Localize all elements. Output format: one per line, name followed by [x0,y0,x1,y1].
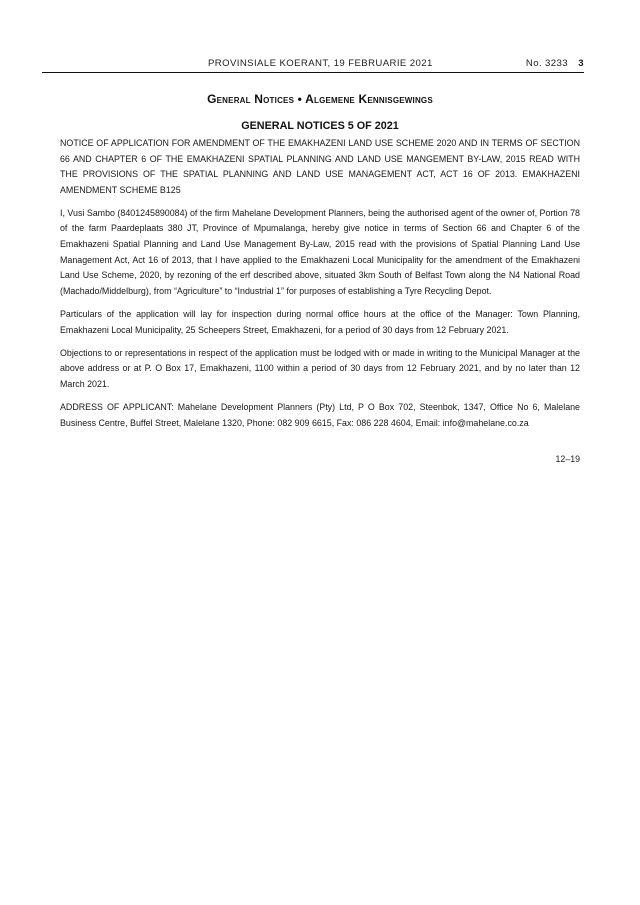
issue-number: No. 3233 [525,58,568,69]
notice-heading-paragraph: NOTICE OF APPLICATION FOR AMENDMENT OF THE EMAKHAZENI LAND USE SCHEME 2020 AND IN TERMS OF SECTION 66 AND CHAPTER 6 OF THE EMAKHAZENI SPATIAL PLANNING AND LAND USE MANGEMENT BY-LAW, 2015 READ WITH THE PROVISIONS OF THE SPATIAL PLANNING AND LAND USE MANAGEMENT ACT, ACT 16 OF 2013. EMAKHAZENI AMENDMENT SCHEME B125 [60,138,580,195]
notice-paragraph: Particulars of the application will lay for inspection during normal office hours at the office of the Manager: Town Planning, Emakhazeni Local Municipality, 25 Scheepers Street, Emakhazeni, for a period of 30 days from 12 February 2021. [60,308,580,335]
header-rule [42,72,584,73]
page-number: 3 [578,58,584,69]
notice-paragraph: Objections to or representations in respect of the application must be lodged with or made in writing to the Municipal Manager at the above address or at P. O Box 17, Emakhazeni, 1100 within a period of 30 days from 12 February 2021, and by no later than 12 March 2021. [60,347,580,389]
page-header [42,58,584,72]
notice-reference: 12–19 [555,454,580,464]
applicant-address-paragraph: ADDRESS OF APPLICANT: Mahelane Development Planners (Pty) Ltd, P O Box 702, Steenbok, 1347, Office No 6, Malelane Business Centre, Buffel Street, Malelane 1320, Phone: 082 909 6615, Fax: 086 228 4604, Email: info@mahelane.co.za [60,401,580,428]
notice-paragraph: I, Vusi Sambo (8401245890084) of the firm Mahelane Development Planners, being the authorised agent of the owner of, Portion 78 of the farm Paardeplaats 380 JT, Province of Mpumalanga, hereby give notice in terms of Section 66 and Chapter 6 of the Emakhazeni Spatial Planning and Land Use Management By-Law, 2015 read with the provisions of Spatial Planning Land Use Management Act, Act 16 of 2013, that I have applied to the Emakhazeni Local Municipality for the amendment of the Emakhazeni Land Use Scheme, 2020, by rezoning of the erf described above, situated 3km South of Belfast Town along the N4 National Road (Machado/Middelburg), from “Agriculture” to “Industrial 1” for purposes of establishing a Tyre Recycling Depot. [60,207,580,296]
journal-title: PROVINSIALE KOERANT, 19 FEBRUARIE 2021 [208,58,433,69]
notice-body [60,136,580,439]
notice-title: GENERAL NOTICES 5 OF 2021 [241,120,399,132]
section-title: General Notices • Algemene Kennisgewings [207,92,433,106]
